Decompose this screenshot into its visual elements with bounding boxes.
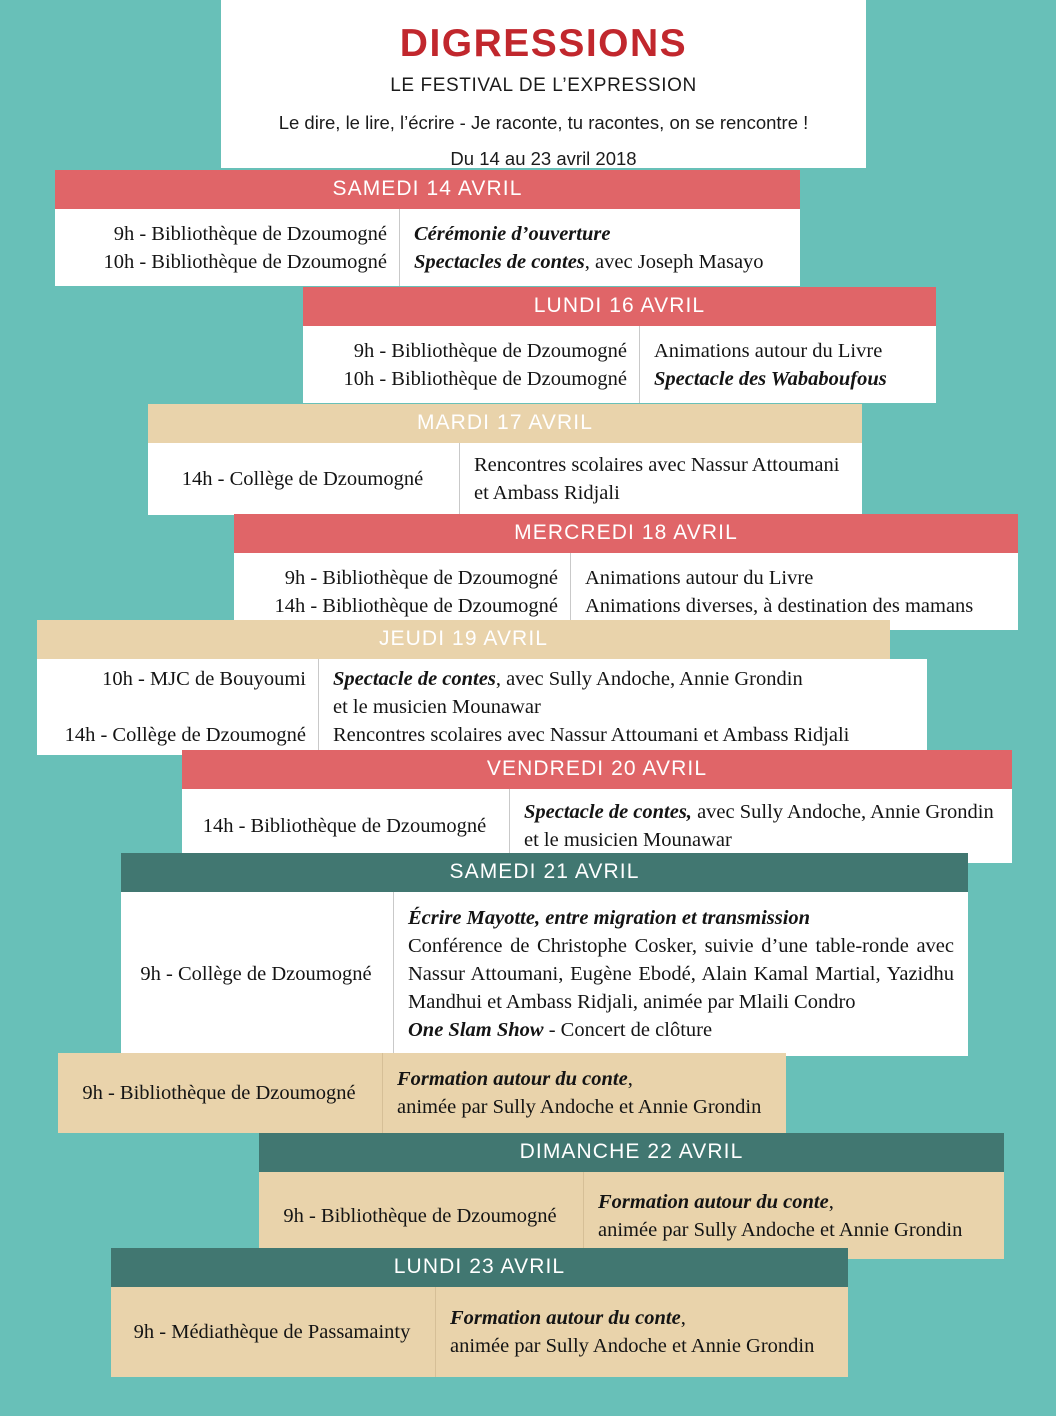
- description-column: [394, 892, 968, 1056]
- event-line: [333, 665, 917, 693]
- time-column: [121, 892, 394, 1056]
- day-body-mercredi-18-avril: [234, 553, 1018, 630]
- festival-tagline: Le dire, le lire, l’écrire - Je raconte, tu racontes, on se rencontre !: [278, 112, 809, 133]
- event-title: Écrire Mayotte, entre migration et transmission: [408, 907, 811, 929]
- poster-masthead: [221, 0, 866, 168]
- event-line: [408, 904, 954, 932]
- event-line: [397, 1065, 776, 1093]
- day-card-lundi-23-avril: [111, 1248, 848, 1377]
- event-line: Conférence de Christophe Cosker, suivie d’une table-ronde avec Nassur Attoumani, Eugène Ebodé, Alain Kamal Martial, Yazidhu Mandhui et Ambass Ridjali, animée par Mlaili Condro: [408, 935, 954, 1013]
- event-detail: avec Sully Andoche, Annie Grondin: [691, 801, 994, 823]
- time-entry: 9h - Bibliothèque de Dzoumogné: [82, 1082, 356, 1104]
- event-title: Spectacle de contes: [333, 668, 496, 690]
- description-column: [640, 326, 936, 403]
- event-title: One Slam Show: [408, 1019, 544, 1041]
- event-line: [474, 479, 852, 507]
- event-title: Formation autour du conte: [397, 1068, 628, 1090]
- time-column: [58, 1053, 383, 1133]
- day-body-samedi-21-formation: [58, 1053, 786, 1133]
- time-column: [148, 443, 460, 515]
- event-detail: Animations diverses, à destination des mamans: [585, 594, 974, 617]
- time-entry: 9h - Collège de Dzoumogné: [140, 963, 372, 985]
- description-column: [436, 1287, 848, 1377]
- day-header-vendredi-20-avril: VENDREDI 20 AVRIL: [182, 750, 1012, 789]
- time-column: [259, 1172, 584, 1259]
- time-entry: 9h - Bibliothèque de Dzoumogné: [284, 566, 558, 589]
- day-body-vendredi-20-avril: [182, 789, 1012, 863]
- day-card-mardi-17-avril: [148, 404, 862, 515]
- time-entry: 14h - Collège de Dzoumogné: [181, 468, 424, 490]
- description-column: [383, 1053, 786, 1133]
- event-detail: Animations autour du Livre: [585, 566, 814, 589]
- day-row-samedi-21-formation: [58, 1053, 786, 1133]
- day-card-dimanche-22-avril: [259, 1133, 1004, 1259]
- event-line: animée par Sully Andoche et Annie Grondin: [450, 1335, 815, 1357]
- day-body-dimanche-22-avril: [259, 1172, 1004, 1259]
- time-column: [182, 789, 510, 863]
- description-column: [460, 443, 862, 515]
- day-card-mercredi-18-avril: [234, 514, 1018, 630]
- day-card-samedi-14-avril: [55, 170, 800, 286]
- event-detail: ,: [828, 1190, 834, 1213]
- event-detail: Animations autour du Livre: [654, 339, 883, 362]
- event-line: et le musicien Mounawar: [524, 829, 732, 851]
- description-column: [510, 789, 1012, 863]
- time-column: [37, 659, 319, 755]
- time-entry: 9h - Médiathèque de Passamainty: [133, 1321, 411, 1343]
- event-detail: , avec Sully Andoche, Annie Grondin: [495, 668, 803, 690]
- time-entry: 14h - Bibliothèque de Dzoumogné: [274, 594, 558, 617]
- day-card-samedi-21-avril: [121, 853, 968, 1056]
- day-header-lundi-23-avril: LUNDI 23 AVRIL: [111, 1248, 848, 1287]
- day-card-jeudi-19-avril: [37, 620, 887, 755]
- time-entry: 9h - Bibliothèque de Dzoumogné: [113, 222, 387, 245]
- time-entry: 14h - Bibliothèque de Dzoumogné: [202, 815, 487, 837]
- description-column: [400, 209, 800, 286]
- event-title: Spectacles de contes: [414, 250, 585, 273]
- event-detail: Rencontres scolaires avec Nassur Attoumani: [474, 454, 840, 476]
- day-header-jeudi-19-avril: JEUDI 19 AVRIL: [37, 620, 890, 659]
- event-detail: ,: [680, 1307, 686, 1329]
- description-column: [571, 553, 1018, 630]
- festival-title: DIGRESSIONS: [399, 22, 688, 65]
- event-detail: ,: [627, 1068, 633, 1090]
- event-line: Rencontres scolaires avec Nassur Attoumani et Ambass Ridjali: [333, 724, 850, 746]
- event-line: [408, 1016, 954, 1044]
- event-line: [414, 248, 790, 276]
- time-entry: 10h - Bibliothèque de Dzoumogné: [103, 250, 387, 273]
- day-header-mercredi-18-avril: MERCREDI 18 AVRIL: [234, 514, 1018, 553]
- time-entry: 10h - Bibliothèque de Dzoumogné: [343, 367, 627, 390]
- day-card-vendredi-20-avril: [182, 750, 1012, 863]
- day-header-lundi-16-avril: LUNDI 16 AVRIL: [303, 287, 936, 326]
- festival-subtitle: LE FESTIVAL DE L’EXPRESSION: [390, 75, 697, 96]
- event-title: Cérémonie d’ouverture: [414, 222, 611, 245]
- event-line: [524, 798, 1002, 826]
- event-line: [585, 564, 1008, 592]
- event-detail: , avec Joseph Masayo: [584, 250, 764, 273]
- event-line: et le musicien Mounawar: [333, 696, 541, 718]
- day-card-lundi-16-avril: [303, 287, 936, 403]
- time-entry: 14h - Collège de Dzoumogné: [64, 724, 306, 746]
- event-line: animée par Sully Andoche et Annie Grondin: [397, 1096, 762, 1118]
- day-body-mardi-17-avril: [148, 443, 862, 515]
- event-title: Spectacle des Wababoufous: [654, 367, 887, 390]
- day-body-samedi-14-avril: [55, 209, 800, 286]
- day-body-samedi-21-avril: [121, 892, 968, 1056]
- event-detail: et Ambass Ridjali: [474, 482, 620, 504]
- day-body-lundi-16-avril: [303, 326, 936, 403]
- description-column: [319, 659, 927, 755]
- time-column: [234, 553, 571, 630]
- time-column: [55, 209, 400, 286]
- day-header-dimanche-22-avril: DIMANCHE 22 AVRIL: [259, 1133, 1004, 1172]
- festival-dates: Du 14 au 23 avril 2018: [450, 148, 637, 169]
- event-line: [654, 365, 926, 393]
- event-title: Formation autour du conte: [450, 1307, 681, 1329]
- day-body-lundi-23-avril: [111, 1287, 848, 1377]
- day-header-samedi-21-avril: SAMEDI 21 AVRIL: [121, 853, 968, 892]
- time-column: [111, 1287, 436, 1377]
- event-title: Spectacle de contes,: [524, 801, 692, 823]
- event-title: Formation autour du conte: [598, 1190, 829, 1213]
- event-detail: - Concert de clôture: [543, 1019, 713, 1041]
- event-line: animée par Sully Andoche et Annie Grondin: [598, 1218, 963, 1241]
- time-entry: 9h - Bibliothèque de Dzoumogné: [283, 1204, 557, 1227]
- description-column: [584, 1172, 1004, 1259]
- time-entry: 9h - Bibliothèque de Dzoumogné: [353, 339, 627, 362]
- time-entry: 10h - MJC de Bouyoumi: [102, 668, 306, 690]
- event-line: [450, 1304, 838, 1332]
- day-body-jeudi-19-avril: [37, 659, 927, 755]
- day-header-mardi-17-avril: MARDI 17 AVRIL: [148, 404, 862, 443]
- event-line: [474, 451, 852, 479]
- event-line: [414, 220, 790, 248]
- event-line: [598, 1188, 994, 1216]
- event-line: [654, 337, 926, 365]
- event-line: [585, 592, 1008, 620]
- time-column: [303, 326, 640, 403]
- day-header-samedi-14-avril: SAMEDI 14 AVRIL: [55, 170, 800, 209]
